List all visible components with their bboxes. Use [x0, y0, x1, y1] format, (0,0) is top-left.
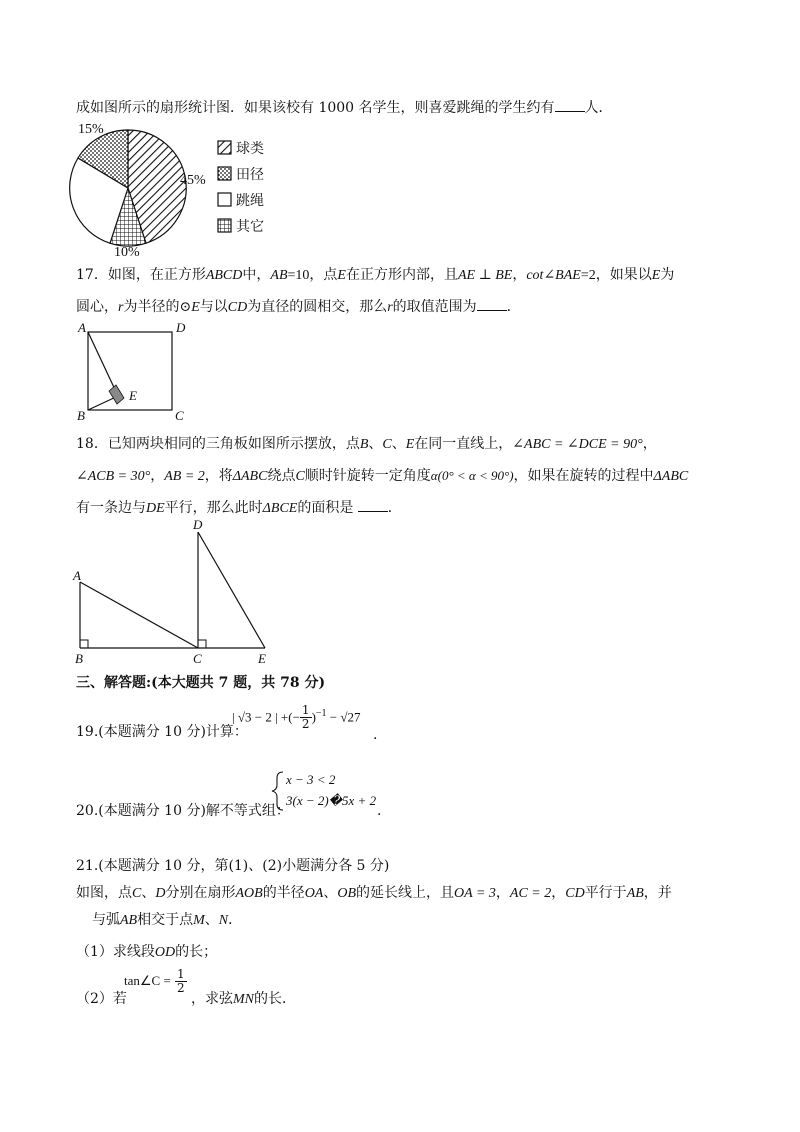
pie-label-15: 15%: [78, 122, 104, 137]
legend-ball: 球类: [236, 141, 264, 157]
answer-blank: [477, 296, 507, 311]
svg-text:D: D: [193, 517, 203, 532]
q21-line2: 与弧AB相交于点M、N．: [92, 912, 243, 928]
svg-text:C: C: [175, 408, 184, 423]
legend-track: 田径: [236, 167, 264, 183]
q21-sub2: （2）若: [76, 991, 127, 1007]
svg-text:B: B: [75, 651, 83, 666]
svg-text:E: E: [258, 651, 266, 666]
svg-text:A: A: [73, 568, 81, 583]
legend-swatch-ball: [218, 141, 231, 154]
svg-text:B: B: [77, 408, 85, 423]
q20-inequality-2: 3(x − 2)�5x + 2: [286, 793, 377, 808]
q18-figure: [72, 517, 266, 666]
svg-text:E: E: [129, 388, 137, 403]
q21-head: 21.(本题满分 10 分，第(1)、(2)小题满分各 5 分): [76, 858, 390, 874]
q21-sub1: （1）求线段OD的长；: [76, 944, 218, 960]
q20-inequality-1: x − 3 < 2: [286, 772, 336, 787]
q20-end: .: [377, 803, 382, 819]
q17-line2: 圆心，r为半径的⊙E与以CD为直径的圆相交，那么r的取值范围为 ．: [76, 296, 521, 318]
svg-text:A: A: [78, 320, 86, 335]
svg-text:C: C: [193, 651, 202, 666]
pie-label-45: 45%: [180, 173, 206, 188]
q19-text: 19.(本题满分 10 分)计算：: [76, 724, 248, 740]
q17-figure: [77, 320, 186, 423]
legend-swatch-jump: [218, 193, 231, 206]
q21-line1: 如图，点C、D分别在扇形AOB的半径OA、OB的延长线上，且OA = 3，AC = 2，CD平行于AB，并: [76, 885, 672, 901]
section-heading: 三、解答题:(本大题共 7 题，共 78 分): [76, 675, 326, 691]
q18-line1: 18．已知两块相同的三角板如图所示摆放，点B、C、E在同一直线上，∠ABC = ∠DCE = 90°，: [76, 436, 657, 452]
svg-text:D: D: [176, 320, 186, 335]
q19-expression: | √3 − 2 | +(− $\frac{1}{2}$ )$^{-1}$ − √27: [232, 703, 361, 732]
q16-text: 成如图所示的扇形统计图．如果该校有 1000 名学生，则喜爱跳绳的学生约有 人．: [76, 97, 613, 118]
answer-blank: [358, 497, 388, 512]
legend-swatch-track: [218, 167, 231, 180]
q21-tan-expression: tan∠C = $\frac{1}{2}$: [124, 967, 185, 995]
q20-text: 20.(本题满分 10 分)解不等式组：: [76, 803, 290, 819]
legend-other: 其它: [236, 219, 264, 235]
q21-sub2-end: ，求弦MN的长．: [191, 991, 296, 1007]
q18-line2: ∠ACB = 30°，AB = 2，将ΔABC绕点C顺时针旋转一定角度α(0° < α < 90°)，如果在旋转的过程中ΔABC: [76, 468, 689, 484]
q17-line1: 17．如图，在正方形ABCD中，AB=10，点E在正方形内部，且AE ⊥ BE，cot∠BAE=2，如果以E为: [76, 267, 675, 283]
q18-line3: 有一条边与DE平行，那么此时ΔBCE的面积是 ．: [76, 497, 402, 519]
legend-swatch-other: [218, 219, 231, 232]
legend-jump: 跳绳: [236, 193, 264, 209]
pie-label-10: 10%: [114, 245, 140, 260]
q19-end: .: [373, 727, 378, 743]
